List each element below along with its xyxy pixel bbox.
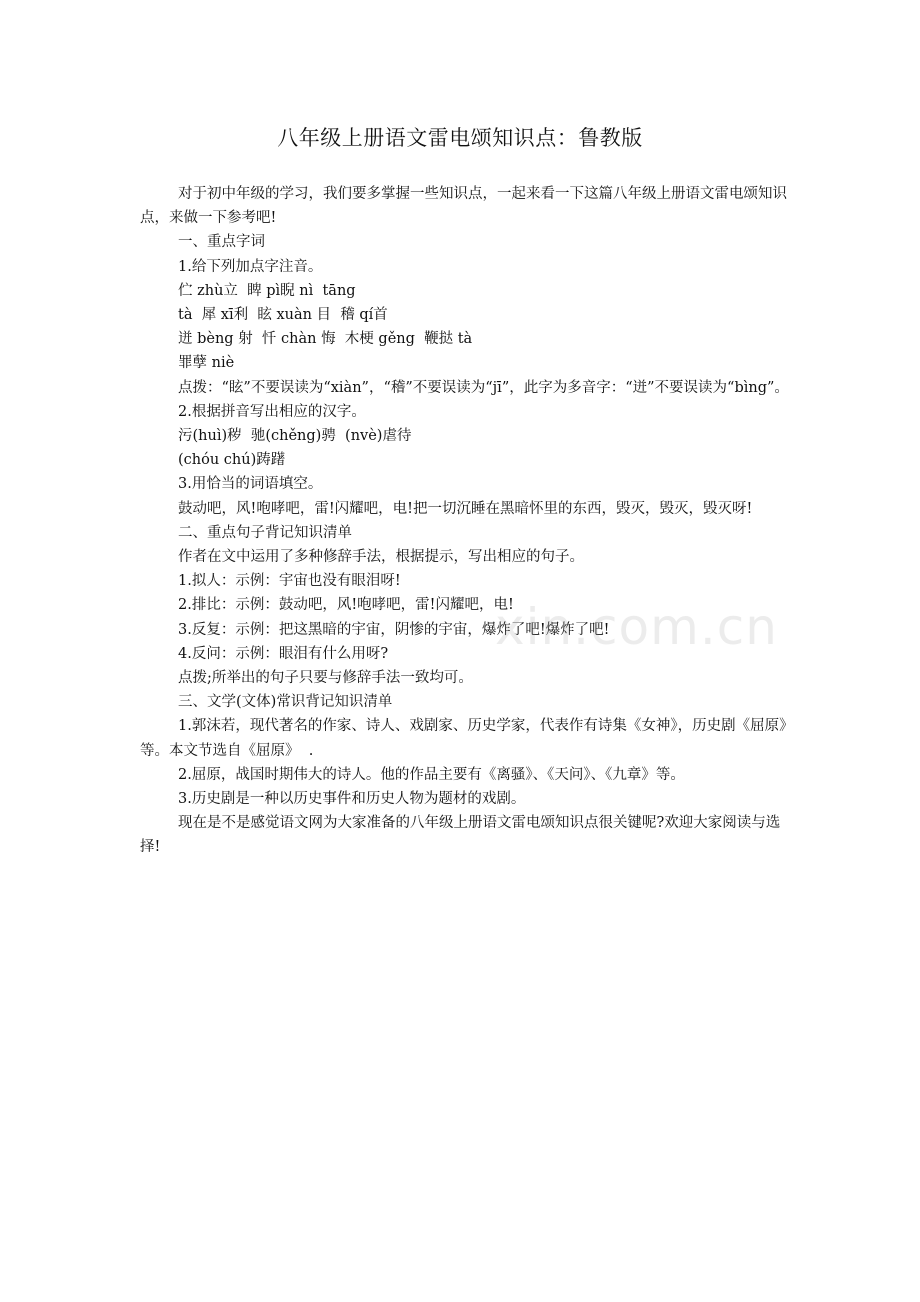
paragraph: 鼓动吧，风!咆哮吧，雷!闪耀吧，电!把一切沉睡在黑暗怀里的东西，毁灭，毁灭，毁灭呀! bbox=[178, 500, 753, 517]
paragraph: 4.反问：示例：眼泪有什么用呀? bbox=[178, 645, 389, 662]
paragraph: (chóu chú)踌躇 bbox=[178, 452, 286, 469]
paragraph: 污(huì)秽 驰(chěng)骋 (nvè)虐待 bbox=[178, 428, 412, 445]
paragraph: 点拨：“眩”不要误读为“xiàn”，“稽”不要误读为“jī”，此字为多音字：“迸”不要误读为“bìng”。 bbox=[178, 379, 789, 396]
paragraph: 3.用恰当的词语填空。 bbox=[178, 476, 323, 493]
paragraph: 作者在文中运用了多种修辞手法，根据提示，写出相应的句子。 bbox=[178, 549, 584, 566]
paragraph: 迸 bèng 射 忏 chàn 悔 木梗 gěng 鞭挞 tà bbox=[178, 331, 473, 348]
paragraph: tà 犀 xī利 眩 xuàn 目 稽 qí首 bbox=[178, 307, 388, 324]
paragraph: 点拨;所举出的句子只要与修辞手法一致均可。 bbox=[178, 670, 473, 687]
paragraph: 二、重点句子背记知识清单 bbox=[178, 524, 352, 541]
paragraph: 3.反复：示例：把这黑暗的宇宙，阴惨的宇宙，爆炸了吧!爆炸了吧! bbox=[178, 621, 610, 638]
document-title: 八年级上册语文雷电颂知识点：鲁教版 bbox=[277, 126, 643, 150]
paragraph: 3.历史剧是一种以历史事件和历史人物为题材的戏剧。 bbox=[178, 791, 526, 808]
paragraph: 伫 zhù立 睥 pì睨 nì tāng bbox=[178, 282, 356, 299]
paragraph: 1.拟人：示例：宇宙也没有眼泪呀! bbox=[178, 573, 401, 590]
paragraph: 2.排比：示例：鼓动吧，风!咆哮吧，雷!闪耀吧，电! bbox=[178, 597, 514, 614]
document-body bbox=[140, 182, 790, 860]
paragraph: 1.给下列加点字注音。 bbox=[178, 258, 323, 275]
paragraph: 2.根据拼音写出相应的汉字。 bbox=[178, 403, 366, 420]
paragraph: 现在是不是感觉语文网为大家准备的八年级上册语文雷电颂知识点很关键呢?欢迎大家阅读与选择! bbox=[140, 815, 781, 856]
paragraph: 1.郭沫若，现代著名的作家、诗人、戏剧家、历史学家，代表作有诗集《女神》，历史剧《屈原》等。本文节选自《屈原》 . bbox=[140, 718, 787, 759]
paragraph: 对于初中年级的学习，我们要多掌握一些知识点，一起来看一下这篇八年级上册语文雷电颂知识点，来做一下参考吧! bbox=[140, 186, 787, 227]
watermark: xin.com.cn bbox=[495, 598, 778, 656]
paragraph: 三、文学(文体)常识背记知识清单 bbox=[178, 694, 393, 711]
paragraph: 2.屈原，战国时期伟大的诗人。他的作品主要有《离骚》、《天问》、《九章》等。 bbox=[178, 766, 685, 783]
paragraph: 一、重点字词 bbox=[178, 234, 265, 251]
paragraph: 罪孽 niè bbox=[178, 355, 235, 372]
